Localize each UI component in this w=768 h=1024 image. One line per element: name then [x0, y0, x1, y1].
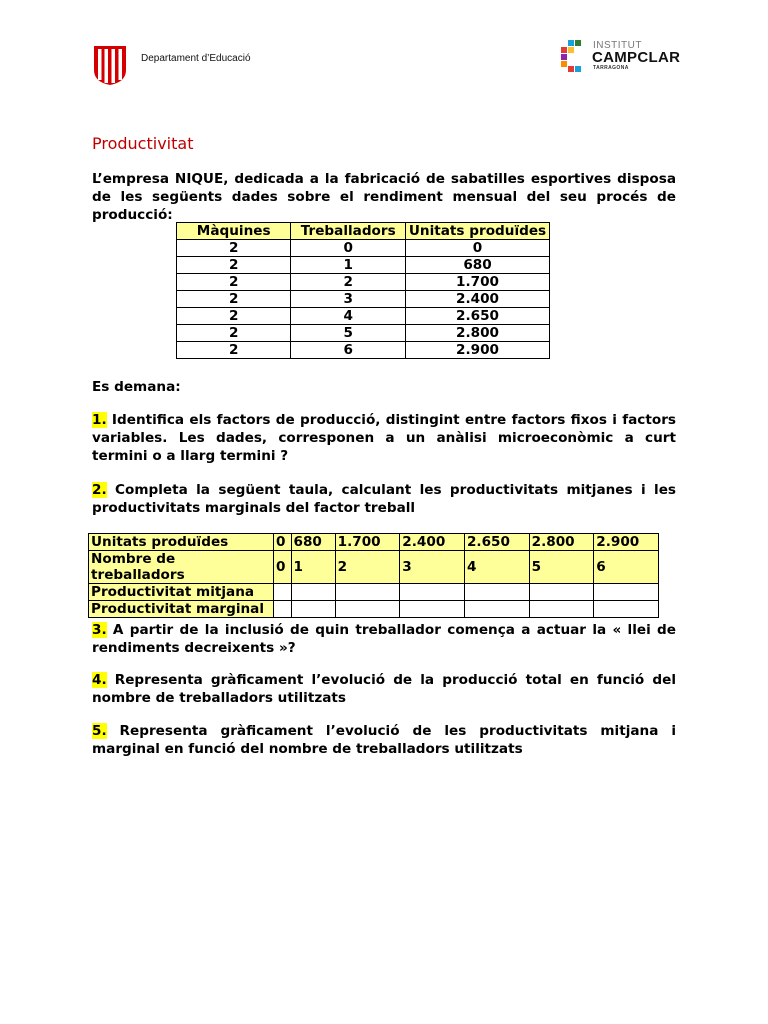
department-name: Departament d’Educació [141, 53, 251, 64]
asks-heading: Es demana: [92, 379, 181, 395]
table-cell [529, 601, 594, 618]
table-cell: 2.900 [406, 342, 550, 359]
table-cell: 0 [274, 551, 292, 584]
table-cell: 1.700 [335, 534, 400, 551]
table-row [177, 257, 550, 274]
table-row [177, 325, 550, 342]
row-label: Productivitat mitjana [89, 584, 274, 601]
question-text: Representa gràficament l’evolució de les productivitats mitjana i marginal en funció del nombre de treballadors utilitzats [92, 723, 676, 757]
table-cell: 4 [464, 551, 529, 584]
table-cell: 2 [177, 240, 291, 257]
generalitat-logo-icon [92, 44, 128, 86]
table-cell [274, 584, 292, 601]
page-header [0, 0, 768, 110]
institute-label: INSTITUT [593, 40, 642, 51]
question-text: Representa gràficament l’evolució de la producció total en funció del nombre de treballadors utilitzats [92, 672, 676, 706]
table-cell: 6 [594, 551, 659, 584]
row-label: Nombre de treballadors [89, 551, 274, 584]
table-cell [291, 584, 335, 601]
table-cell: 2.800 [529, 534, 594, 551]
question-number: 1. [92, 412, 107, 428]
table-cell [464, 601, 529, 618]
table-cell: 2 [177, 342, 291, 359]
column-header: Màquines [177, 223, 291, 240]
table-cell: 1.700 [406, 274, 550, 291]
table-cell: 5 [529, 551, 594, 584]
question-4 [92, 671, 676, 707]
table-cell: 680 [406, 257, 550, 274]
table-cell: 2 [177, 257, 291, 274]
campclar-mark-icon [560, 40, 590, 72]
institute-city: TARRAGONA [593, 65, 629, 71]
table-cell [400, 601, 465, 618]
question-text: A partir de la inclusió de quin treballador comença a actuar la « llei de rendiments decreixents »? [92, 622, 676, 656]
question-number: 4. [92, 672, 107, 688]
question-3 [92, 621, 676, 657]
question-2 [92, 481, 676, 517]
table-cell [274, 601, 292, 618]
table-header-row [177, 223, 550, 240]
column-header: Treballadors [291, 223, 406, 240]
table-cell: 2 [177, 291, 291, 308]
question-text: Identifica els factors de producció, distingint entre factors fixos i factors variables. Les dades, corresponen a un anàlisi microeconòmic a curt termini o a llarg termini ? [92, 412, 676, 464]
table-cell [335, 584, 400, 601]
intro-paragraph: L’empresa NIQUE, dedicada a la fabricació de sabatilles esportives disposa de les següents dades sobre el rendiment mensual del seu procés de producció: [92, 171, 676, 223]
table-cell: 2 [335, 551, 400, 584]
table-cell: 2.900 [594, 534, 659, 551]
table-cell: 2 [177, 325, 291, 342]
table-row [177, 308, 550, 325]
table-cell: 2 [177, 308, 291, 325]
table-cell [291, 601, 335, 618]
table-cell: 1 [291, 551, 335, 584]
column-header: Unitats produïdes [406, 223, 550, 240]
table-cell: 0 [291, 240, 406, 257]
table-cell: 0 [406, 240, 550, 257]
table-cell: 2.650 [406, 308, 550, 325]
table-cell [529, 584, 594, 601]
table-cell: 2.400 [406, 291, 550, 308]
table-cell: 2.650 [464, 534, 529, 551]
question-1 [92, 411, 676, 465]
institute-name: CAMPCLAR [592, 49, 681, 66]
question-5 [92, 722, 676, 758]
table-row [177, 291, 550, 308]
table-cell [335, 601, 400, 618]
table-cell: 2 [291, 274, 406, 291]
question-text: Completa la següent taula, calculant les productivitats mitjanes i les productivitats marginals del factor treball [92, 482, 676, 516]
table-cell: 0 [274, 534, 292, 551]
table-row [177, 240, 550, 257]
table-cell [594, 601, 659, 618]
table-row [89, 601, 659, 618]
question-number: 3. [92, 622, 107, 638]
question-number: 2. [92, 482, 107, 498]
table-cell: 2.800 [406, 325, 550, 342]
productivity-table [88, 533, 659, 618]
table-row [89, 534, 659, 551]
table-cell: 2.400 [400, 534, 465, 551]
table-row [177, 342, 550, 359]
table-row [89, 584, 659, 601]
table-cell [400, 584, 465, 601]
table-row [177, 274, 550, 291]
table-cell: 2 [177, 274, 291, 291]
table-cell: 5 [291, 325, 406, 342]
institute-logo [560, 40, 690, 72]
production-data-table [176, 222, 550, 359]
table-cell: 6 [291, 342, 406, 359]
page-title: Productivitat [92, 134, 194, 153]
table-cell: 3 [400, 551, 465, 584]
table-cell [594, 584, 659, 601]
row-label: Productivitat marginal [89, 601, 274, 618]
table-row [89, 551, 659, 584]
table-cell: 4 [291, 308, 406, 325]
question-number: 5. [92, 723, 107, 739]
table-cell: 3 [291, 291, 406, 308]
table-cell: 1 [291, 257, 406, 274]
table-cell [464, 584, 529, 601]
row-label: Unitats produïdes [89, 534, 274, 551]
table-cell: 680 [291, 534, 335, 551]
